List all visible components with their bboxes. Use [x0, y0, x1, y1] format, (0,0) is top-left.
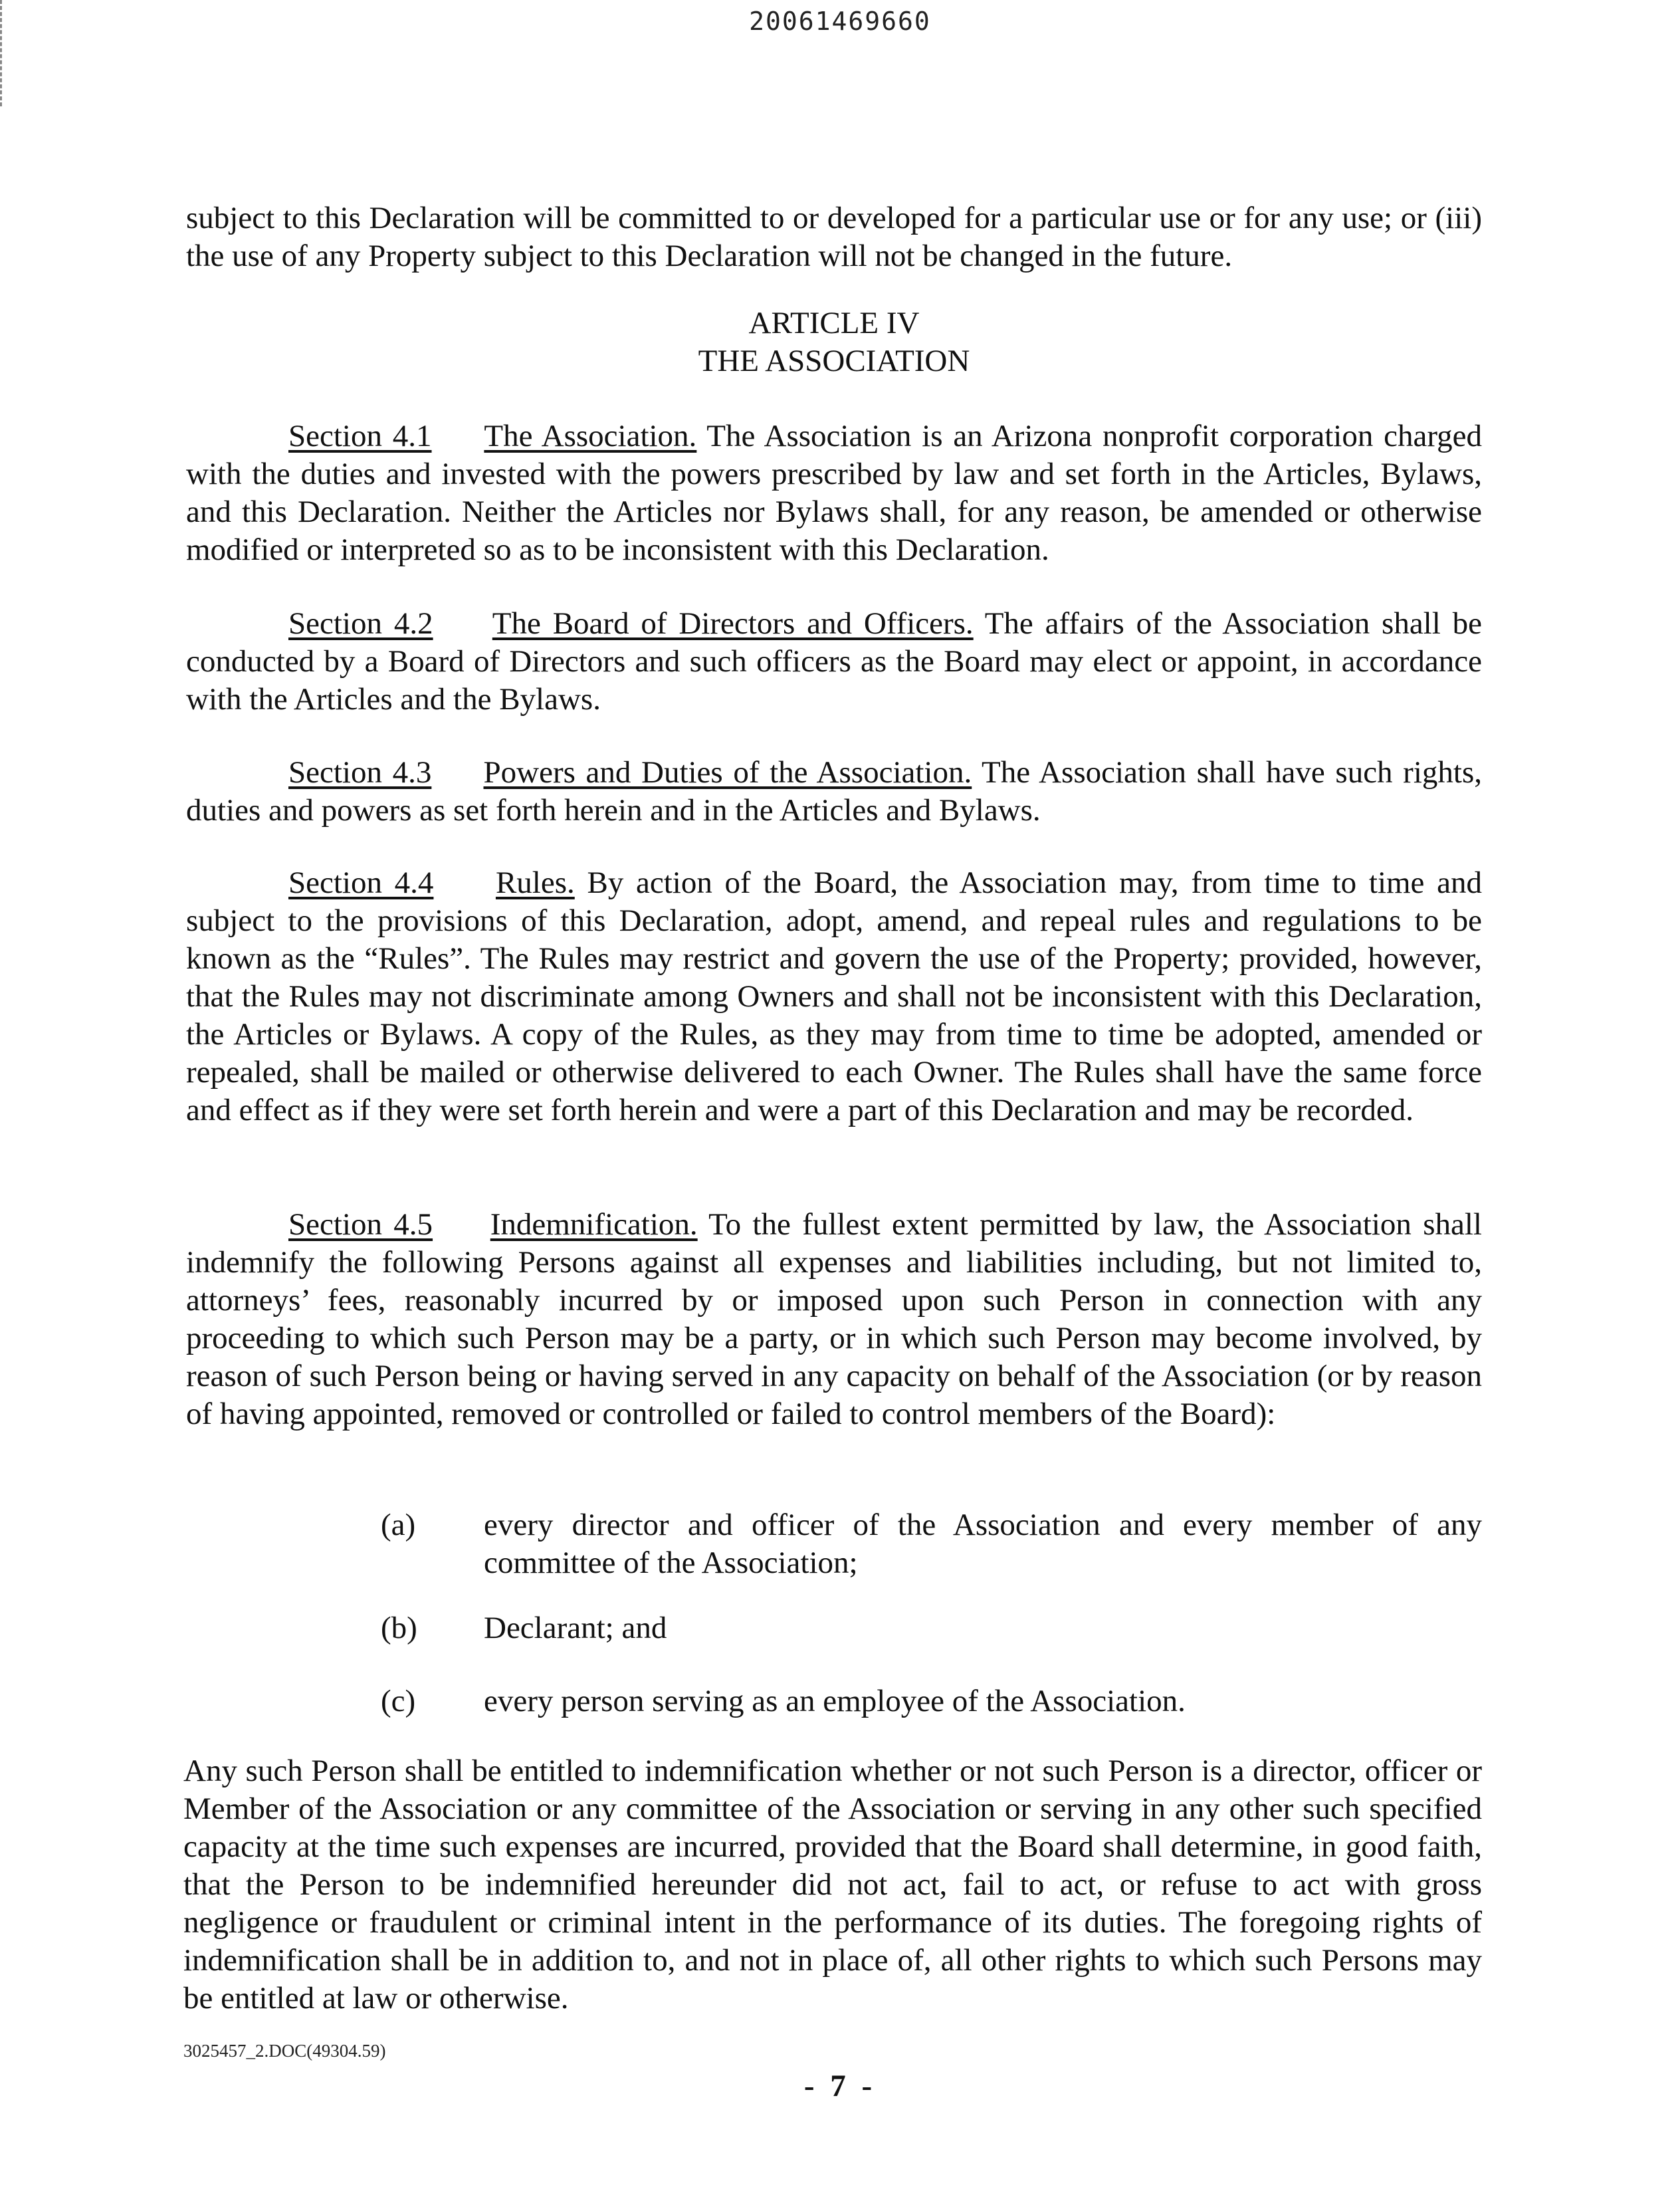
article-title: THE ASSOCIATION — [698, 344, 970, 378]
list-item-c — [381, 1682, 1482, 1720]
section-text: The Association shall have such rights, duties and powers as set forth herein and in the Articles and Bylaws. — [186, 755, 1482, 828]
continuation-paragraph — [186, 199, 1482, 275]
section-label: Section 4.2 — [288, 606, 433, 641]
list-label: (a) — [381, 1508, 416, 1542]
closing-text: Any such Person shall be entitled to indemnification whether or not such Person is a director, officer or Member of the Association or any committee of the Association or serving in any other such specified capacity at the time such expenses are incurred, provided that the Board shall determine, in good faith, that the Person to be indemnified hereunder did not act, fail to act, or refuse to act with gross negligence or fraudulent or criminal intent in the performance of its duties. The foregoing rights of indemnification shall be in addition to, and not in place of, all other rights to which such Persons may be entitled at law or otherwise. — [183, 1754, 1482, 2016]
closing-paragraph — [183, 1752, 1482, 2018]
list-text: Declarant; and — [484, 1611, 667, 1645]
section-4-5 — [186, 1206, 1482, 1433]
section-4-2 — [186, 605, 1482, 719]
article-number: ARTICLE IV — [748, 306, 920, 340]
section-text: By action of the Board, the Association may, from time to time and subject to the provisions of this Declaration, adopt, amend, and repeal rules and regulations to be known as the “Rules”. The Rules may restrict and govern the use of the Property; provided, however, that the Rules may not discriminate among Owners and shall not be inconsistent with this Declaration, the Articles or Bylaws. A copy of the Rules, as they may from time to time be adopted, amended or repealed, shall be mailed or otherwise delivered to each Owner. The Rules shall have the same force and effect as if they were set forth herein and were a part of this Declaration and may be recorded. — [186, 865, 1482, 1127]
section-text: To the fullest extent permitted by law, the Association shall indemnify the following Persons against all expenses and liabilities including, but not limited to, attorneys’ fees, reasonably incurred by or imposed upon such Person in connection with any proceeding to which such Person may be a party, or in which such Person may become involved, by reason of such Person being or having served in any capacity on behalf of the Association (or by reason of having appointed, removed or controlled or failed to control members of the Board): — [186, 1207, 1482, 1431]
list-label: (c) — [381, 1684, 416, 1718]
section-label: Section 4.5 — [288, 1207, 433, 1242]
section-4-1 — [186, 417, 1482, 569]
section-heading: The Board of Directors and Officers. — [492, 606, 974, 641]
recording-number: 20061469660 — [749, 7, 931, 36]
section-heading: Powers and Duties of the Association. — [483, 755, 972, 790]
section-4-3 — [186, 754, 1482, 830]
section-label: Section 4.1 — [288, 419, 432, 453]
section-label: Section 4.3 — [288, 755, 432, 790]
section-heading: Rules. — [495, 865, 575, 900]
continuation-text: subject to this Declaration will be committed to or developed for a particular use or for any use; or (iii) the use of any Property subject to this Declaration will not be changed in the future. — [186, 201, 1482, 273]
list-item-a — [381, 1506, 1482, 1582]
section-text: The affairs of the Association shall be conducted by a Board of Directors and such officers as the Board may elect or appoint, in accordance with the Articles and the Bylaws. — [186, 606, 1483, 717]
section-label: Section 4.4 — [288, 865, 434, 900]
section-4-4 — [186, 864, 1482, 1129]
section-text: The Association is an Arizona nonprofit corporation charged with the duties and invested with the powers prescribed by law and set forth in the Articles, Bylaws, and this Declaration. Neither the Articles nor Bylaws shall, for any reason, be amended or otherwise modified or interpreted so as to be inconsistent with this Declaration. — [186, 419, 1482, 567]
page-number: - 7 - — [803, 2069, 877, 2103]
list-text: every director and officer of the Association and every member of any committee of the Association; — [484, 1508, 1482, 1580]
list-label: (b) — [381, 1611, 417, 1645]
article-heading — [186, 304, 1482, 380]
section-heading: Indemnification. — [490, 1207, 698, 1242]
document-id: 3025457_2.DOC(49304.59) — [183, 2041, 386, 2061]
list-text: every person serving as an employee of the Association. — [484, 1684, 1186, 1718]
list-item-b — [381, 1609, 1482, 1647]
section-heading: The Association. — [484, 419, 697, 453]
